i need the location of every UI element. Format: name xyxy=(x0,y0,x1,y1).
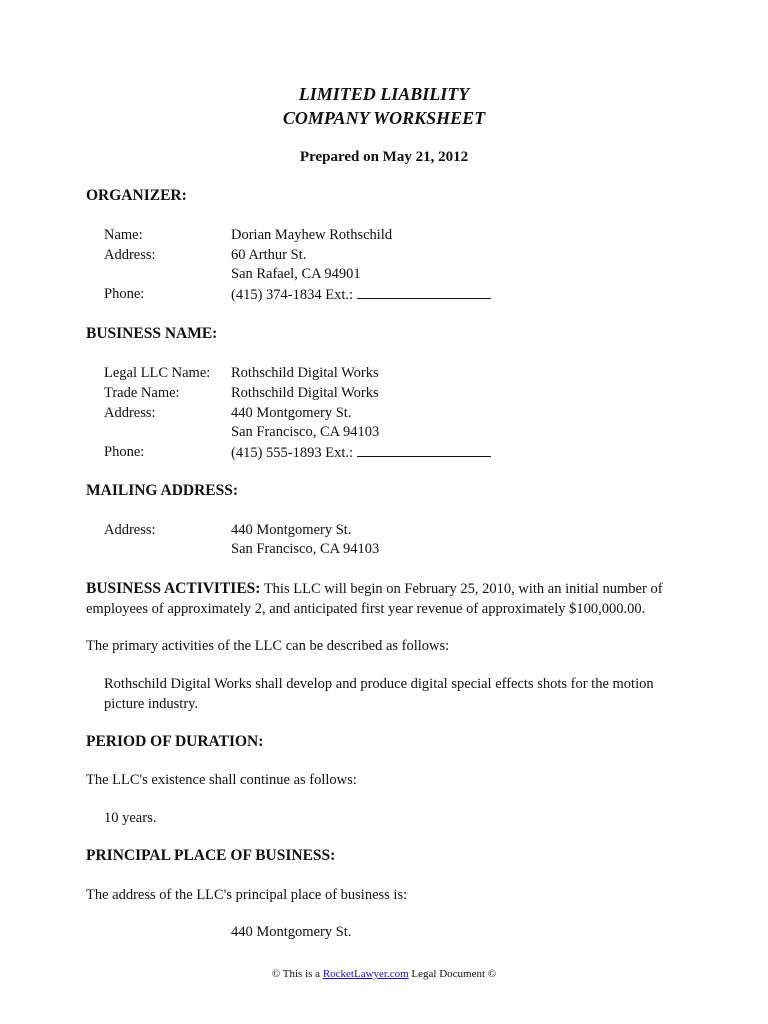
business-address-label: Address: xyxy=(104,405,156,421)
business-activities-text: This LLC will begin on February 25, 2010, with an initial number of employees of approximately 2, and anticipated first year revenue of approximately $100,000.00. xyxy=(86,581,663,617)
document-title-line2: COMPANY WORKSHEET xyxy=(282,108,486,128)
organizer-address-label: Address: xyxy=(104,247,156,263)
business-phone-field xyxy=(231,444,491,462)
business-phone-value: (415) 555-1893 Ext.: xyxy=(231,445,354,461)
footer-prefix: © This is a xyxy=(271,968,323,980)
legal-llc-name-label: Legal LLC Name: xyxy=(104,365,211,381)
mailing-address-line2: San Francisco, CA 94103 xyxy=(231,541,380,557)
organizer-address-line1: 60 Arthur St. xyxy=(231,247,307,263)
organizer-address-line2: San Rafael, CA 94901 xyxy=(231,266,361,282)
trade-name-label: Trade Name: xyxy=(104,385,180,401)
rocketlawyer-link[interactable]: RocketLawyer.com xyxy=(322,968,409,980)
business-activities-heading: BUSINESS ACTIVITIES: xyxy=(86,580,261,597)
business-activities-paragraph xyxy=(86,579,686,619)
mailing-address-label: Address: xyxy=(104,522,156,538)
trade-name-value: Rothschild Digital Works xyxy=(231,385,379,401)
principal-intro: The address of the LLC's principal place of business is: xyxy=(86,887,408,903)
mailing-address-heading: MAILING ADDRESS: xyxy=(86,482,239,499)
legal-llc-name-value: Rothschild Digital Works xyxy=(231,365,379,381)
activities-description: Rothschild Digital Works shall develop and produce digital special effects shots for the motion picture industry. xyxy=(104,676,654,712)
period-of-duration-heading: PERIOD OF DURATION: xyxy=(86,733,264,750)
footer-suffix: Legal Document © xyxy=(408,968,497,980)
organizer-name-label: Name: xyxy=(104,227,143,243)
organizer-ext-blank xyxy=(357,286,491,299)
mailing-address-line1: 440 Montgomery St. xyxy=(231,522,352,538)
organizer-phone-value: (415) 374-1834 Ext.: xyxy=(231,287,354,303)
prepared-date: Prepared on May 21, 2012 xyxy=(299,149,469,165)
organizer-phone-label: Phone: xyxy=(104,286,145,302)
principal-address-line1: 440 Montgomery St. xyxy=(231,924,352,940)
organizer-name-value: Dorian Mayhew Rothschild xyxy=(231,227,393,243)
organizer-heading: ORGANIZER: xyxy=(86,187,187,204)
business-address-line1: 440 Montgomery St. xyxy=(231,405,352,421)
business-phone-label: Phone: xyxy=(104,444,145,460)
business-ext-blank xyxy=(357,444,491,457)
organizer-phone-field xyxy=(231,286,491,304)
document-title-line1: LIMITED LIABILITY xyxy=(298,84,470,104)
duration-value: 10 years. xyxy=(104,810,157,826)
business-name-heading: BUSINESS NAME: xyxy=(86,325,218,342)
duration-intro: The LLC's existence shall continue as follows: xyxy=(86,772,357,788)
business-address-line2: San Francisco, CA 94103 xyxy=(231,424,380,440)
activities-intro: The primary activities of the LLC can be described as follows: xyxy=(86,638,450,654)
principal-place-heading: PRINCIPAL PLACE OF BUSINESS: xyxy=(86,847,336,864)
footer xyxy=(0,968,768,980)
